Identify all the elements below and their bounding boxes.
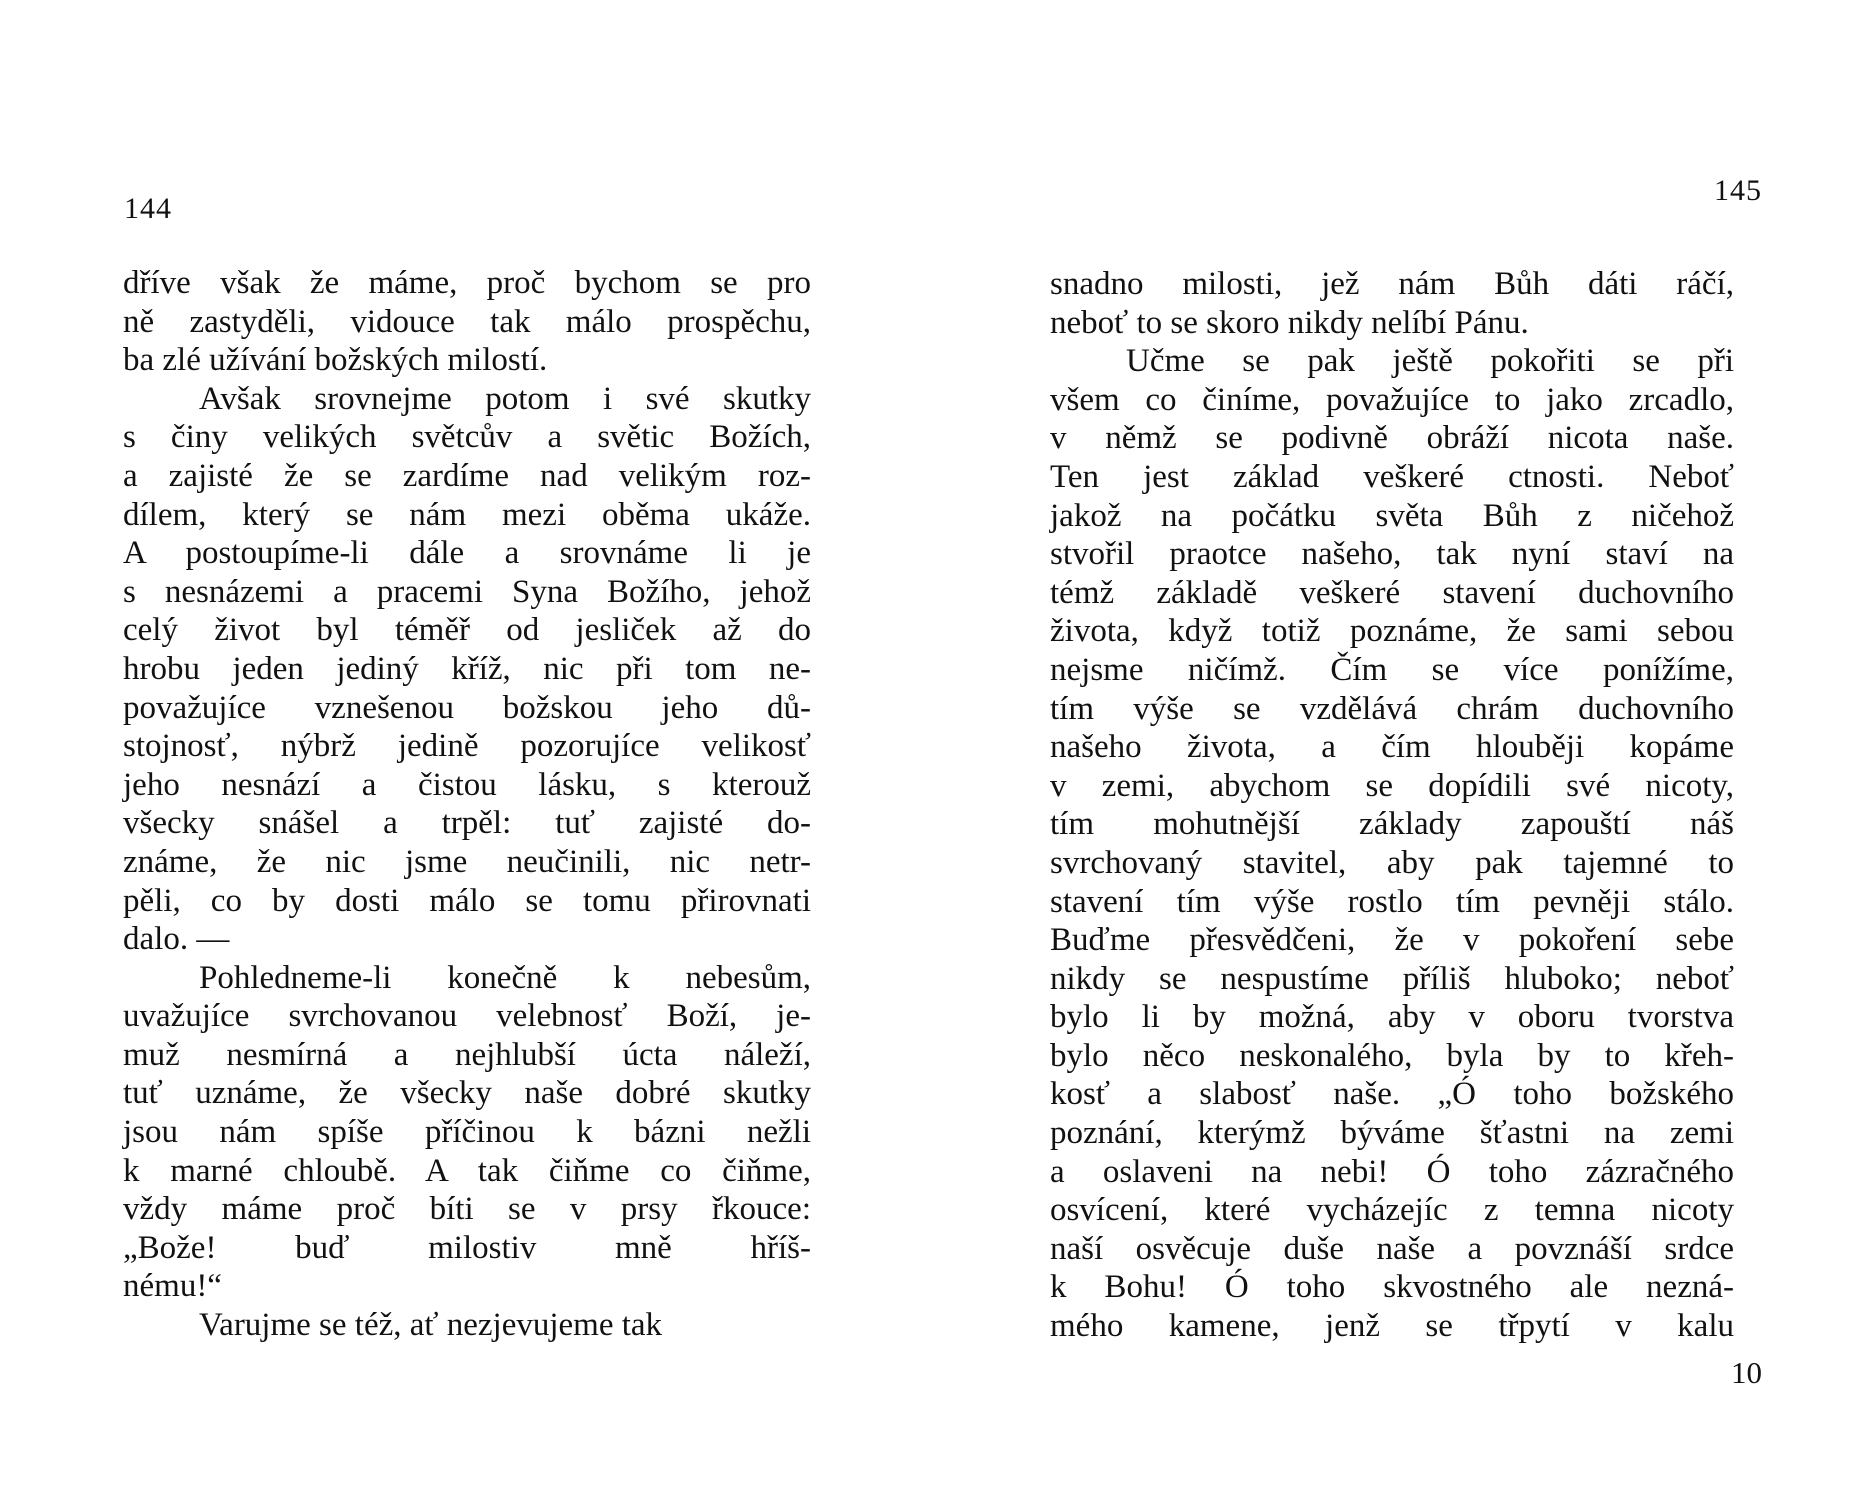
text-line: svrchovaný stavitel, aby pak tajemné to bbox=[1050, 844, 1734, 881]
signature-mark: 10 bbox=[1731, 1355, 1762, 1390]
text-line: nikdy se nespustíme příliš hluboko; neboť bbox=[1050, 960, 1734, 997]
page-number: 145 bbox=[1714, 174, 1762, 207]
right-page bbox=[927, 0, 1854, 1500]
text-line: nejsme ničímž. Čím se více ponížíme, bbox=[1050, 651, 1734, 688]
page-number: 144 bbox=[124, 192, 172, 225]
text-line: bylo li by možná, aby v oboru tvorstva bbox=[1050, 999, 1734, 1036]
text-line: tím výše se vzdělává chrám duchovního bbox=[1050, 690, 1734, 727]
text-line: Buďme přesvědčeni, že v pokoření sebe bbox=[1050, 922, 1734, 959]
text-line: muž nesmírná a nejhlubší úcta náleží, bbox=[123, 1036, 811, 1073]
text-line: poznání, kterýmž býváme šťastni na zemi bbox=[1050, 1115, 1734, 1152]
text-line: jsou nám spíše příčinou k bázni nežli bbox=[123, 1114, 811, 1151]
text-line: naší osvěcuje duše naše a povznáší srdce bbox=[1050, 1230, 1734, 1267]
text-line: celý život byl téměř od jesliček až do bbox=[123, 612, 811, 649]
text-line: Ten jest základ veškeré ctnosti. Neboť bbox=[1050, 458, 1734, 495]
text-line: Avšak srovnejme potom i své skutky bbox=[199, 380, 811, 417]
text-line: neboť to se skoro nikdy nelíbí Pánu. bbox=[1050, 304, 1529, 341]
text-line: A postoupíme-li dále a srovnáme li je bbox=[123, 535, 811, 572]
text-line: v zemi, abychom se dopídili své nicoty, bbox=[1050, 767, 1734, 804]
text-line: hrobu jeden jediný kříž, nic při tom ne- bbox=[123, 650, 811, 687]
text-line: s nesnázemi a pracemi Syna Božího, jehož bbox=[123, 573, 811, 610]
text-line: dílem, který se nám mezi oběma ukáže. bbox=[123, 496, 811, 533]
text-line: témž základě veškeré stavení duchovního bbox=[1050, 574, 1734, 611]
text-line: všem co činíme, považujíce to jako zrcadlo, bbox=[1050, 381, 1734, 418]
text-line: Učme se pak ještě pokořiti se při bbox=[1126, 343, 1734, 380]
body-text bbox=[1050, 265, 1734, 1346]
text-line: ně zastyděli, vidouce tak málo prospěchu, bbox=[123, 303, 811, 340]
text-line: k marné chloubě. A tak čiňme co čiňme, bbox=[123, 1152, 811, 1189]
text-line: dříve však že máme, proč bychom se pro bbox=[123, 265, 811, 301]
text-line: snadno milosti, jež nám Bůh dáti ráčí, bbox=[1050, 266, 1734, 302]
text-line: tím mohutnější základy zapouští náš bbox=[1050, 806, 1734, 843]
text-line: stvořil praotce našeho, tak nyní staví na bbox=[1050, 536, 1734, 573]
text-line: s činy velikých světcův a světic Božích, bbox=[123, 419, 811, 456]
text-line: k Bohu! Ó toho skvostného ale nezná- bbox=[1050, 1269, 1734, 1306]
text-line: tuť uznáme, že všecky naše dobré skutky bbox=[123, 1075, 811, 1112]
text-line: jeho nesnází a čistou lásku, s kterouž bbox=[123, 766, 811, 803]
text-line: v němž se podivně obráží nicota naše. bbox=[1050, 420, 1734, 457]
text-line: vždy máme proč bíti se v prsy řkouce: bbox=[123, 1191, 811, 1228]
text-line: pěli, co by dosti málo se tomu přirovnati bbox=[123, 882, 811, 919]
body-text bbox=[123, 264, 811, 1345]
text-line: Pohledneme-li konečně k nebesům, bbox=[199, 959, 811, 996]
text-line: uvažujíce svrchovanou velebnosť Boží, je- bbox=[123, 998, 811, 1035]
text-line: stojnosť, nýbrž jedině pozorujíce velikosť bbox=[123, 728, 811, 765]
text-line: a zajisté že se zardíme nad velikým roz- bbox=[123, 457, 811, 494]
text-line: považujíce vznešenou božskou jeho dů- bbox=[123, 689, 811, 726]
text-line: mého kamene, jenž se třpytí v kalu bbox=[1050, 1308, 1734, 1345]
text-line: osvícení, které vycházejíc z temna nicoty bbox=[1050, 1192, 1734, 1229]
text-line: a oslaveni na nebi! Ó toho zázračného bbox=[1050, 1153, 1734, 1190]
text-line: jakož na počátku světa Bůh z ničehož bbox=[1050, 497, 1734, 534]
text-line: bylo něco neskonalého, byla by to křeh- bbox=[1050, 1037, 1734, 1074]
text-line: známe, že nic jsme neučinili, nic netr- bbox=[123, 843, 811, 880]
text-line: „Bože! buď milostiv mně hříš- bbox=[123, 1229, 811, 1266]
text-line: nému!“ bbox=[123, 1268, 222, 1305]
text-line: kosť a slabosť naše. „Ó toho božského bbox=[1050, 1076, 1734, 1113]
text-line: života, když totiž poznáme, že sami sebou bbox=[1050, 613, 1734, 650]
text-line: všecky snášel a trpěl: tuť zajisté do- bbox=[123, 805, 811, 842]
text-line: Varujme se též, ať nezjevujeme tak bbox=[199, 1307, 663, 1344]
text-line: našeho života, a čím hlouběji kopáme bbox=[1050, 729, 1734, 766]
text-line: stavení tím výše rostlo tím pevněji stálo. bbox=[1050, 883, 1734, 920]
text-line: ba zlé užívání božských milostí. bbox=[123, 342, 548, 379]
text-line: dalo. — bbox=[123, 921, 230, 958]
